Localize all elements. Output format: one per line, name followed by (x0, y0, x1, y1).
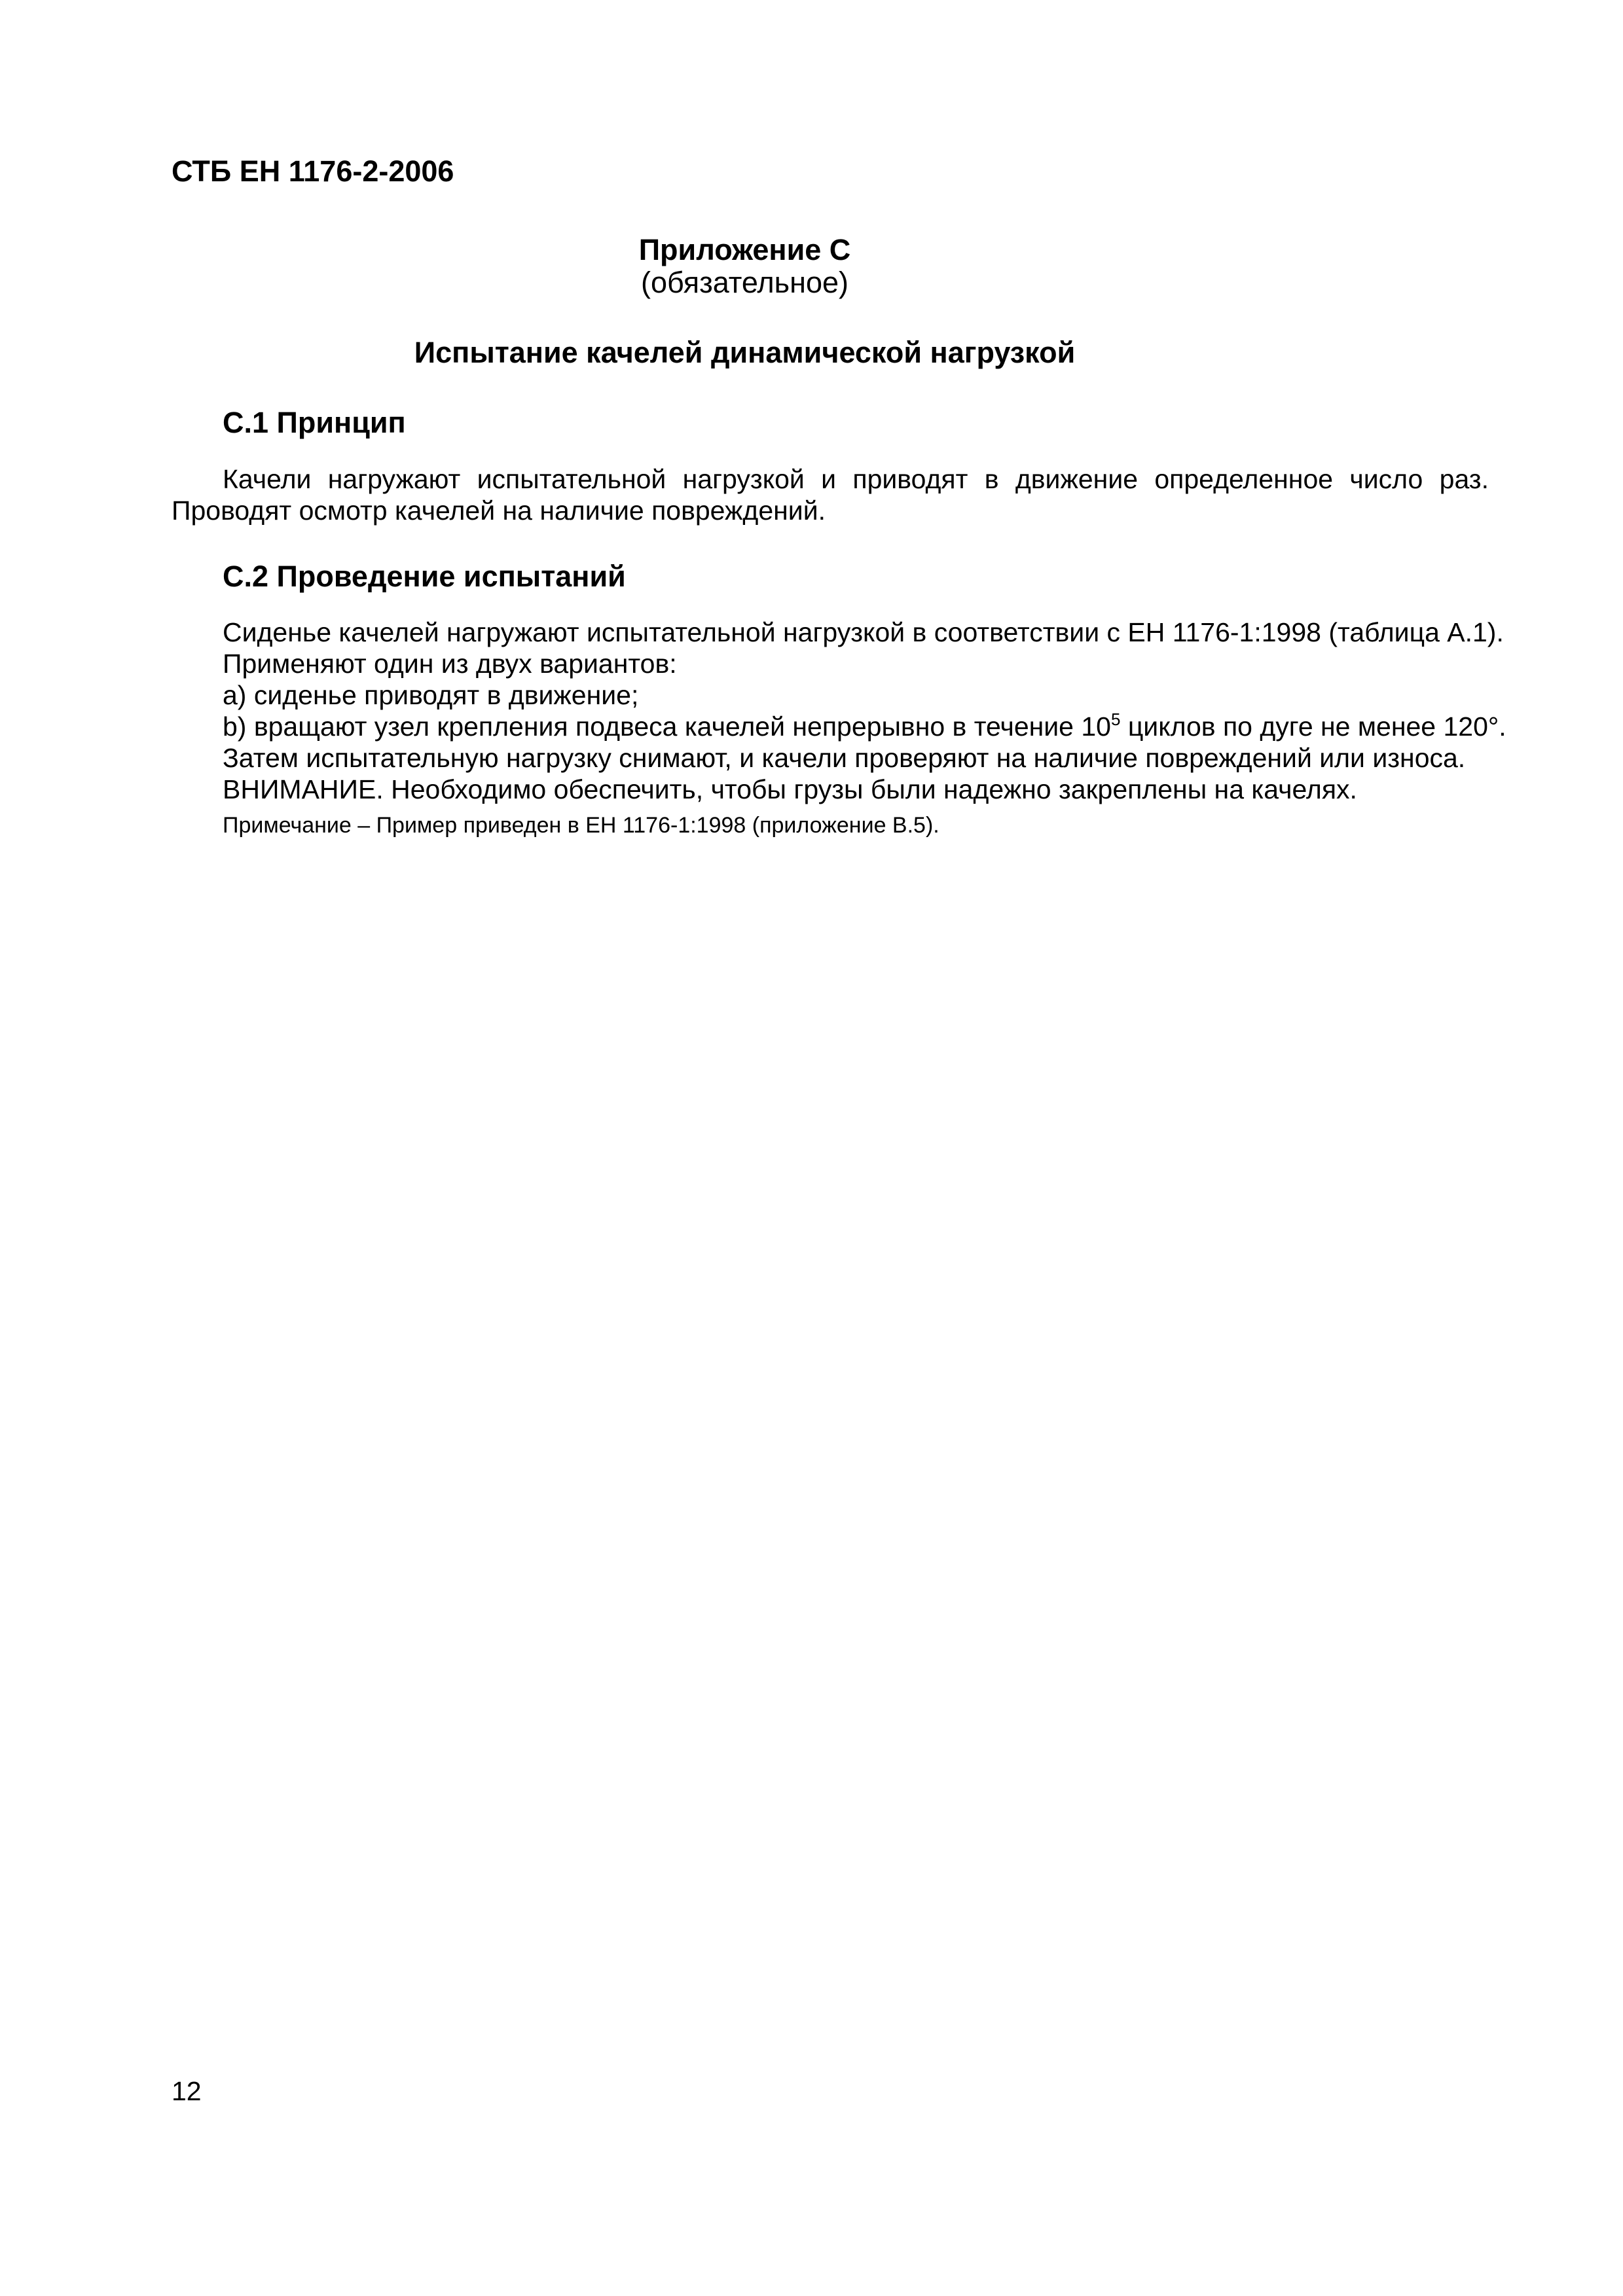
annex-status: (обязательное) (640, 266, 849, 299)
section-c2-line-variants: Применяют один из двух вариантов: (223, 649, 677, 679)
page-number: 12 (172, 2076, 202, 2106)
option-b-text-end: циклов по дуге не менее 120°. (1120, 711, 1506, 742)
document-code: СТБ ЕН 1176-2-2006 (172, 154, 454, 188)
section-c1-heading: С.1 Принцип (223, 406, 406, 439)
section-c1-paragraph: Качели нагружают испытательной нагрузкой и приводят в движение определенное число раз. Проводят осмотр качелей на наличие повреждений. (172, 464, 1489, 526)
annex-title: Приложение С (638, 233, 851, 266)
section-c2-line-option-a: a) сиденье приводят в движение; (223, 680, 639, 710)
annex-heading: Испытание качелей динамической нагрузкой (414, 336, 1076, 369)
section-c2-line-load: Сиденье качелей нагружают испытательной нагрузкой в соответствии с ЕН 1176-1:1998 (таблица А.1). (223, 617, 1504, 647)
section-c2-line-option-b (223, 711, 1506, 742)
option-b-text-start: b) вращают узел крепления подвеса качелей непрерывно в течение 10 (223, 711, 1111, 742)
section-c2-line-warning: ВНИМАНИЕ. Необходимо обеспечить, чтобы грузы были надежно закреплены на качелях. (223, 774, 1357, 804)
section-c2-line-inspection: Затем испытательную нагрузку снимают, и качели проверяют на наличие повреждений или износа. (223, 743, 1466, 773)
option-b-exponent: 5 (1110, 709, 1121, 729)
section-c2-heading: С.2 Проведение испытаний (223, 560, 626, 593)
section-c2-note: Примечание – Пример приведен в ЕН 1176-1:1998 (приложение В.5). (223, 813, 939, 838)
